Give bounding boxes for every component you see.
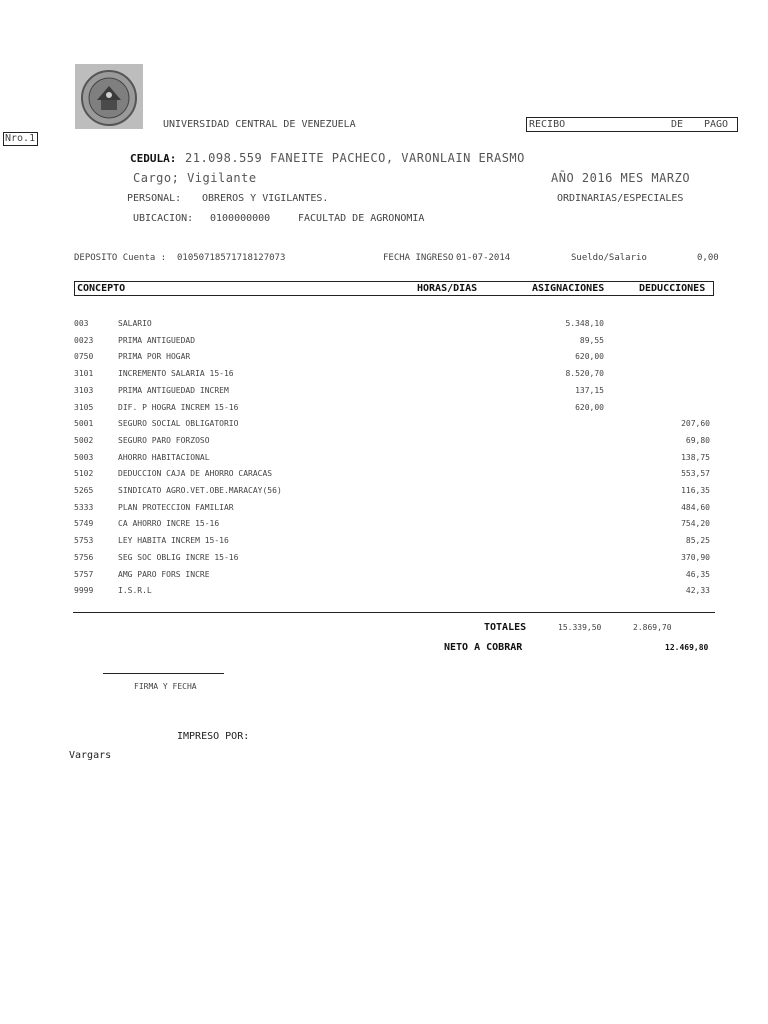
row-code: 5753 xyxy=(74,536,94,546)
nro-box: Nro.1 xyxy=(3,132,38,146)
nomina-tipo: ORDINARIAS/ESPECIALES xyxy=(557,193,684,204)
row-description: SALARIO xyxy=(118,319,152,328)
row-asignacion: 5.348,10 xyxy=(565,319,604,328)
table-row xyxy=(0,336,768,352)
row-code: 0023 xyxy=(74,335,94,345)
row-description: AHORRO HABITACIONAL xyxy=(118,452,210,462)
table-row xyxy=(0,570,768,586)
row-code: 5749 xyxy=(74,519,94,529)
row-code: 9999 xyxy=(74,586,94,596)
row-deduccion: 42,33 xyxy=(685,586,710,596)
row-code: 3101 xyxy=(74,369,94,379)
signature-line xyxy=(103,673,224,674)
table-row xyxy=(0,369,768,385)
table-row xyxy=(0,453,768,469)
recibo-label: RECIBO xyxy=(529,119,566,130)
col-horas-dias: HORAS/DIAS xyxy=(417,283,478,294)
recibo-box xyxy=(526,117,738,132)
row-description: DEDUCCION CAJA DE AHORRO CARACAS xyxy=(118,469,273,479)
university-name: UNIVERSIDAD CENTRAL DE VENEZUELA xyxy=(163,119,356,130)
col-asignaciones: ASIGNACIONES xyxy=(532,283,605,294)
row-asignacion: 620,00 xyxy=(575,402,604,412)
col-concepto: CONCEPTO xyxy=(77,283,126,294)
row-deduccion: 46,35 xyxy=(685,569,710,579)
row-deduccion: 207,60 xyxy=(681,419,710,429)
totals-rule xyxy=(73,612,715,613)
ubicacion-value: 0100000000 xyxy=(210,213,271,224)
row-description: CA AHORRO INCRE 15-16 xyxy=(118,519,220,529)
row-deduccion: 85,25 xyxy=(685,536,710,546)
periodo: AÑO 2016 MES MARZO xyxy=(551,171,691,185)
row-asignacion: 8.520,70 xyxy=(565,369,604,379)
row-code: 5001 xyxy=(74,419,94,429)
row-code: 3105 xyxy=(74,402,94,412)
table-row xyxy=(0,319,768,335)
row-deduccion: 370,90 xyxy=(681,552,710,562)
row-description: SEGURO SOCIAL OBLIGATORIO xyxy=(118,419,239,429)
row-code: 0750 xyxy=(74,352,94,362)
row-description: PRIMA ANTIGUEDAD INCREM xyxy=(118,385,229,395)
row-deduccion: 754,20 xyxy=(681,519,710,529)
cuenta-label: DEPOSITO Cuenta : xyxy=(74,253,167,263)
table-row xyxy=(0,519,768,535)
row-asignacion: 137,15 xyxy=(575,385,604,395)
row-deduccion: 553,57 xyxy=(681,469,710,479)
total-deducciones: 2.869,70 xyxy=(633,623,672,632)
table-row xyxy=(0,503,768,519)
row-description: DIF. P HOGRA INCREM 15-16 xyxy=(118,402,239,412)
neto-label: NETO A COBRAR xyxy=(444,642,523,653)
cuenta-value: 01050718571718127073 xyxy=(177,253,286,263)
row-deduccion: 116,35 xyxy=(681,486,710,495)
fecha-ingreso-value: 01-07-2014 xyxy=(456,253,511,263)
row-description: INCREMENTO SALARIA 15-16 xyxy=(118,369,234,379)
row-code: 5333 xyxy=(74,502,94,512)
table-row xyxy=(0,419,768,435)
total-asignaciones: 15.339,50 xyxy=(558,623,602,632)
sueldo-value: 0,00 xyxy=(697,253,719,263)
cedula-label: CEDULA: xyxy=(130,152,177,165)
row-code: 003 xyxy=(74,319,89,328)
cargo: Cargo; Vigilante xyxy=(133,171,257,185)
row-code: 5003 xyxy=(74,452,94,462)
facultad: FACULTAD DE AGRONOMIA xyxy=(298,213,425,224)
row-description: SINDICATO AGRO.VET.OBE.MARACAY(56) xyxy=(118,486,282,495)
row-code: 5102 xyxy=(74,469,94,479)
table-row xyxy=(0,352,768,368)
table-row xyxy=(0,486,768,502)
row-description: SEG SOC OBLIG INCRE 15-16 xyxy=(118,552,239,562)
fecha-ingreso-label: FECHA INGRESO xyxy=(383,253,454,263)
row-description: PRIMA ANTIGUEDAD xyxy=(118,335,196,345)
sueldo-label: Sueldo/Salario xyxy=(571,253,647,263)
de-label: DE xyxy=(671,119,684,130)
university-seal xyxy=(75,64,143,129)
cedula-value: 21.098.559 FANEITE PACHECO, VARONLAIN ERASMO xyxy=(185,151,525,165)
personal-value: OBREROS Y VIGILANTES. xyxy=(202,193,329,204)
table-header xyxy=(74,281,714,296)
row-deduccion: 138,75 xyxy=(681,452,710,462)
firma-label: FIRMA Y FECHA xyxy=(134,682,197,691)
table-row xyxy=(0,436,768,452)
totales-label: TOTALES xyxy=(484,622,527,633)
row-description: LEY HABITA INCREM 15-16 xyxy=(118,536,229,546)
impreso-label: IMPRESO POR: xyxy=(177,731,250,742)
impreso-value: Vargars xyxy=(69,750,112,761)
table-row xyxy=(0,536,768,552)
row-asignacion: 89,55 xyxy=(579,335,604,345)
row-code: 3103 xyxy=(74,385,94,395)
row-code: 5756 xyxy=(74,552,94,562)
row-code: 5757 xyxy=(74,569,94,579)
row-description: SEGURO PARO FORZOSO xyxy=(118,435,210,445)
row-description: PRIMA POR HOGAR xyxy=(118,352,191,362)
row-description: PLAN PROTECCION FAMILIAR xyxy=(118,502,234,512)
row-code: 5002 xyxy=(74,435,94,445)
table-row xyxy=(0,553,768,569)
row-deduccion: 69,80 xyxy=(685,435,710,445)
neto-value: 12.469,80 xyxy=(665,643,709,652)
row-description: AMG PARO FORS INCRE xyxy=(118,569,210,579)
row-code: 5265 xyxy=(74,486,94,495)
row-asignacion: 620,00 xyxy=(575,352,604,362)
row-deduccion: 484,60 xyxy=(681,502,710,512)
table-row xyxy=(0,403,768,419)
row-description: I.S.R.L xyxy=(118,586,152,596)
personal-label: PERSONAL: xyxy=(127,193,182,204)
ubicacion-label: UBICACION: xyxy=(133,213,194,224)
table-row xyxy=(0,586,768,602)
table-row xyxy=(0,386,768,402)
table-row xyxy=(0,469,768,485)
pago-label: PAGO xyxy=(704,119,729,130)
col-deducciones: DEDUCCIONES xyxy=(639,283,706,294)
